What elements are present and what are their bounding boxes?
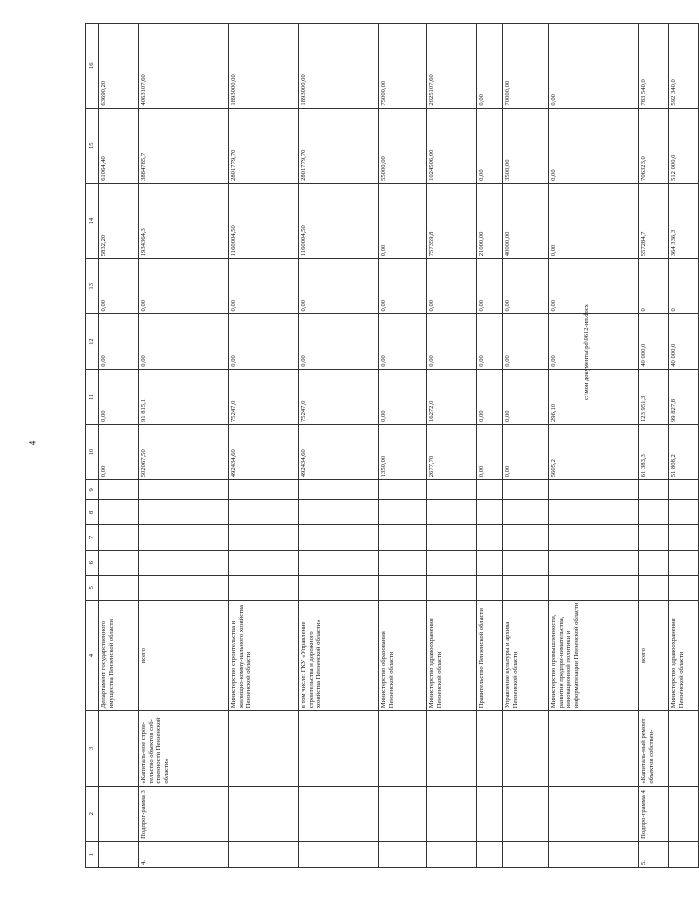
cell-c8 xyxy=(503,500,549,525)
column-number-5: 5 xyxy=(86,575,99,600)
cell-c11: 123 951,3 xyxy=(639,369,669,424)
cell-c13: 0,00 xyxy=(229,259,299,314)
column-number-2: 2 xyxy=(86,786,99,841)
cell-c11: 0,00 xyxy=(379,369,427,424)
cell-c13: 0 xyxy=(669,259,699,314)
cell-c9 xyxy=(427,480,477,500)
cell-c14: 1934364,3 xyxy=(139,183,229,258)
cell-c8 xyxy=(299,500,379,525)
cell-c10: 492434,60 xyxy=(299,425,379,480)
cell-c10: 61 383,3 xyxy=(639,425,669,480)
cell-c8 xyxy=(549,500,639,525)
cell-c15: 706323,0 xyxy=(639,108,669,183)
cell-c1 xyxy=(669,841,699,867)
cell-c4: Министерство строительства и жилищно-комму-нального хозяйства Пензенской области xyxy=(229,600,299,711)
cell-c16: 592 340,0 xyxy=(669,24,699,109)
cell-c3 xyxy=(299,711,379,786)
cell-c5 xyxy=(427,575,477,600)
cell-c1 xyxy=(427,841,477,867)
cell-c6 xyxy=(299,550,379,575)
cell-c7 xyxy=(503,525,549,550)
cell-c16: 783 540,0 xyxy=(639,24,669,109)
cell-c13: 0,00 xyxy=(139,259,229,314)
column-number-10: 10 xyxy=(86,425,99,480)
cell-c10: 51 808,2 xyxy=(669,425,699,480)
cell-c9 xyxy=(477,480,503,500)
table-row xyxy=(99,24,139,868)
cell-c4: всего xyxy=(639,600,669,711)
cell-c6 xyxy=(503,550,549,575)
cell-c12: 40 000,0 xyxy=(669,314,699,369)
cell-c7 xyxy=(99,525,139,550)
cell-c8 xyxy=(229,500,299,525)
cell-c7 xyxy=(379,525,427,550)
cell-c2 xyxy=(549,786,639,841)
cell-c13: 0,00 xyxy=(99,259,139,314)
cell-c14: 757359,8 xyxy=(427,183,477,258)
cell-c6 xyxy=(99,550,139,575)
cell-c15: 512 000,0 xyxy=(669,108,699,183)
cell-c6 xyxy=(379,550,427,575)
column-number-8: 8 xyxy=(86,500,99,525)
cell-c6 xyxy=(639,550,669,575)
cell-c14: 0,00 xyxy=(549,183,639,258)
page-number: 4 xyxy=(27,440,38,446)
cell-c3 xyxy=(477,711,503,786)
column-number-1: 1 xyxy=(86,841,99,867)
cell-c2 xyxy=(427,786,477,841)
cell-c14: 1160004,50 xyxy=(229,183,299,258)
cell-c14: 21000,00 xyxy=(477,183,503,258)
cell-c3: «Капиталь-ное строи-тельство объектов соб-ственности Пензенской области» xyxy=(139,711,229,786)
cell-c9 xyxy=(503,480,549,500)
cell-c9 xyxy=(299,480,379,500)
cell-c6 xyxy=(229,550,299,575)
cell-c10: 0,00 xyxy=(477,425,503,480)
cell-c13: 0 xyxy=(639,259,669,314)
cell-c2 xyxy=(503,786,549,841)
cell-c4: Управление культуры и архива Пензенской области xyxy=(503,600,549,711)
cell-c7 xyxy=(139,525,229,550)
cell-c4: Министерство промышленности, развития предпри-нимательства, инновационной политики и информатизации Пензенской области xyxy=(549,600,639,711)
cell-c7 xyxy=(427,525,477,550)
cell-c5 xyxy=(299,575,379,600)
cell-c3 xyxy=(229,711,299,786)
cell-c9 xyxy=(99,480,139,500)
cell-c5 xyxy=(549,575,639,600)
cell-c15: 3500,00 xyxy=(503,108,549,183)
table-row xyxy=(477,24,503,868)
column-number-7: 7 xyxy=(86,525,99,550)
cell-c14: 557284,7 xyxy=(639,183,669,258)
cell-c11: 0,00 xyxy=(503,369,549,424)
cell-c1 xyxy=(379,841,427,867)
cell-c15: 3884785,7 xyxy=(139,108,229,183)
column-number-row xyxy=(86,24,99,868)
table-row xyxy=(139,24,229,868)
cell-c1 xyxy=(99,841,139,867)
cell-c5 xyxy=(99,575,139,600)
cell-c5 xyxy=(503,575,549,600)
cell-c12: 0,00 xyxy=(427,314,477,369)
table-body xyxy=(99,24,699,868)
cell-c9 xyxy=(139,480,229,500)
column-number-13: 13 xyxy=(86,259,99,314)
cell-c8 xyxy=(427,500,477,525)
cell-c16: 1893000,00 xyxy=(229,24,299,109)
cell-c2 xyxy=(477,786,503,841)
cell-c11: 91 815,1 xyxy=(139,369,229,424)
cell-c11: 296,10 xyxy=(549,369,639,424)
cell-c1 xyxy=(477,841,503,867)
table-row xyxy=(299,24,379,868)
cell-c12: 0,00 xyxy=(549,314,639,369)
cell-c2 xyxy=(99,786,139,841)
cell-c2: Подпро-грамма 4 xyxy=(639,786,669,841)
table-row xyxy=(427,24,477,868)
cell-c10: 2677,70 xyxy=(427,425,477,480)
cell-c13: 0,00 xyxy=(477,259,503,314)
cell-c15: 2801779,70 xyxy=(299,108,379,183)
cell-c1 xyxy=(549,841,639,867)
cell-c1: 4. xyxy=(139,841,229,867)
rotated-page xyxy=(85,23,685,868)
cell-c16: 63690,20 xyxy=(99,24,139,109)
cell-c15: 0,00 xyxy=(477,108,503,183)
cell-c3 xyxy=(99,711,139,786)
cell-c13: 0,00 xyxy=(503,259,549,314)
cell-c5 xyxy=(639,575,669,600)
cell-c15: 61064,40 xyxy=(99,108,139,183)
budget-table xyxy=(85,23,699,868)
cell-c12: 0,00 xyxy=(229,314,299,369)
cell-c14: 0,00 xyxy=(379,183,427,258)
table-row xyxy=(549,24,639,868)
cell-c14: 40000,00 xyxy=(503,183,549,258)
cell-c14: 364 336,3 xyxy=(669,183,699,258)
cell-c3 xyxy=(549,711,639,786)
cell-c2: Подпрог-рамма 3 xyxy=(139,786,229,841)
cell-c11: 75247,0 xyxy=(229,369,299,424)
table-row xyxy=(669,24,699,868)
cell-c5 xyxy=(229,575,299,600)
cell-c12: 0,00 xyxy=(503,314,549,369)
cell-c8 xyxy=(669,500,699,525)
cell-c13: 0,00 xyxy=(379,259,427,314)
cell-c8 xyxy=(477,500,503,525)
cell-c9 xyxy=(229,480,299,500)
cell-c1: 5. xyxy=(639,841,669,867)
cell-c14: 5832,20 xyxy=(99,183,139,258)
cell-c11: 16272,0 xyxy=(427,369,477,424)
cell-c7 xyxy=(229,525,299,550)
column-number-16: 16 xyxy=(86,24,99,109)
cell-c5 xyxy=(669,575,699,600)
cell-c12: 0,00 xyxy=(139,314,229,369)
cell-c9 xyxy=(379,480,427,500)
cell-c11: 0,00 xyxy=(477,369,503,424)
cell-c8 xyxy=(99,500,139,525)
cell-c3 xyxy=(379,711,427,786)
cell-c11: 99 827,8 xyxy=(669,369,699,424)
cell-c1 xyxy=(299,841,379,867)
file-path-footer: c:\мои документы\pd\0612-ип.docx xyxy=(583,304,590,400)
column-number-11: 11 xyxy=(86,369,99,424)
cell-c13: 0,00 xyxy=(299,259,379,314)
cell-c14: 1160004,50 xyxy=(299,183,379,258)
cell-c7 xyxy=(299,525,379,550)
cell-c7 xyxy=(477,525,503,550)
cell-c9 xyxy=(639,480,669,500)
cell-c1 xyxy=(229,841,299,867)
column-number-14: 14 xyxy=(86,183,99,258)
column-number-6: 6 xyxy=(86,550,99,575)
cell-c10: 5605,2 xyxy=(549,425,639,480)
cell-c7 xyxy=(549,525,639,550)
cell-c5 xyxy=(379,575,427,600)
cell-c16: 2025107,60 xyxy=(427,24,477,109)
cell-c8 xyxy=(139,500,229,525)
cell-c3 xyxy=(427,711,477,786)
cell-c11: 0,00 xyxy=(99,369,139,424)
cell-c4: Министерство здравоохранения Пензенской области xyxy=(427,600,477,711)
cell-c10: 492434,60 xyxy=(229,425,299,480)
cell-c10: 1350,00 xyxy=(379,425,427,480)
column-number-15: 15 xyxy=(86,108,99,183)
cell-c7 xyxy=(669,525,699,550)
cell-c12: 0,00 xyxy=(99,314,139,369)
cell-c8 xyxy=(639,500,669,525)
cell-c4: Министерство здравоохранения Пензенской области xyxy=(669,600,699,711)
cell-c5 xyxy=(477,575,503,600)
cell-c3: «Капиталь-ный ремонт объектов собствен- xyxy=(639,711,669,786)
cell-c16: 75000,00 xyxy=(379,24,427,109)
cell-c12: 40 000,0 xyxy=(639,314,669,369)
column-number-9: 9 xyxy=(86,480,99,500)
column-number-3: 3 xyxy=(86,711,99,786)
cell-c6 xyxy=(669,550,699,575)
cell-c1 xyxy=(503,841,549,867)
cell-c2 xyxy=(379,786,427,841)
cell-c2 xyxy=(299,786,379,841)
cell-c11: 75247,0 xyxy=(299,369,379,424)
cell-c10: 0,00 xyxy=(503,425,549,480)
cell-c16: 0,00 xyxy=(477,24,503,109)
cell-c12: 0,00 xyxy=(299,314,379,369)
cell-c3 xyxy=(503,711,549,786)
cell-c15: 1024506,00 xyxy=(427,108,477,183)
cell-c6 xyxy=(427,550,477,575)
cell-c12: 0,00 xyxy=(379,314,427,369)
cell-c2 xyxy=(229,786,299,841)
table-row xyxy=(229,24,299,868)
cell-c15: 2801779,70 xyxy=(229,108,299,183)
cell-c16: 4063107,60 xyxy=(139,24,229,109)
cell-c9 xyxy=(549,480,639,500)
cell-c16: 0,00 xyxy=(549,24,639,109)
cell-c6 xyxy=(139,550,229,575)
cell-c10: 502067,50 xyxy=(139,425,229,480)
column-number-4: 4 xyxy=(86,600,99,711)
cell-c4: в том числе: ГКУ «Управление строительства и дорожного хозяйства Пензенской области» xyxy=(299,600,379,711)
cell-c6 xyxy=(549,550,639,575)
table-row xyxy=(379,24,427,868)
cell-c6 xyxy=(477,550,503,575)
cell-c2 xyxy=(669,786,699,841)
cell-c16: 1893000,00 xyxy=(299,24,379,109)
cell-c10: 0,00 xyxy=(99,425,139,480)
cell-c4: Правительство Пензенской области xyxy=(477,600,503,711)
cell-c16: 70000,00 xyxy=(503,24,549,109)
cell-c7 xyxy=(639,525,669,550)
table-row xyxy=(503,24,549,868)
cell-c3 xyxy=(669,711,699,786)
table-row xyxy=(639,24,669,868)
cell-c15: 0,00 xyxy=(549,108,639,183)
cell-c12: 0,00 xyxy=(477,314,503,369)
cell-c4: всего xyxy=(139,600,229,711)
cell-c15: 55000,00 xyxy=(379,108,427,183)
cell-c13: 0,00 xyxy=(427,259,477,314)
cell-c8 xyxy=(379,500,427,525)
cell-c13: 0,00 xyxy=(549,259,639,314)
column-number-12: 12 xyxy=(86,314,99,369)
cell-c5 xyxy=(139,575,229,600)
cell-c4: Министерство образования Пензенской области xyxy=(379,600,427,711)
cell-c4: Департамент государственного имущества Пензенской области xyxy=(99,600,139,711)
cell-c9 xyxy=(669,480,699,500)
